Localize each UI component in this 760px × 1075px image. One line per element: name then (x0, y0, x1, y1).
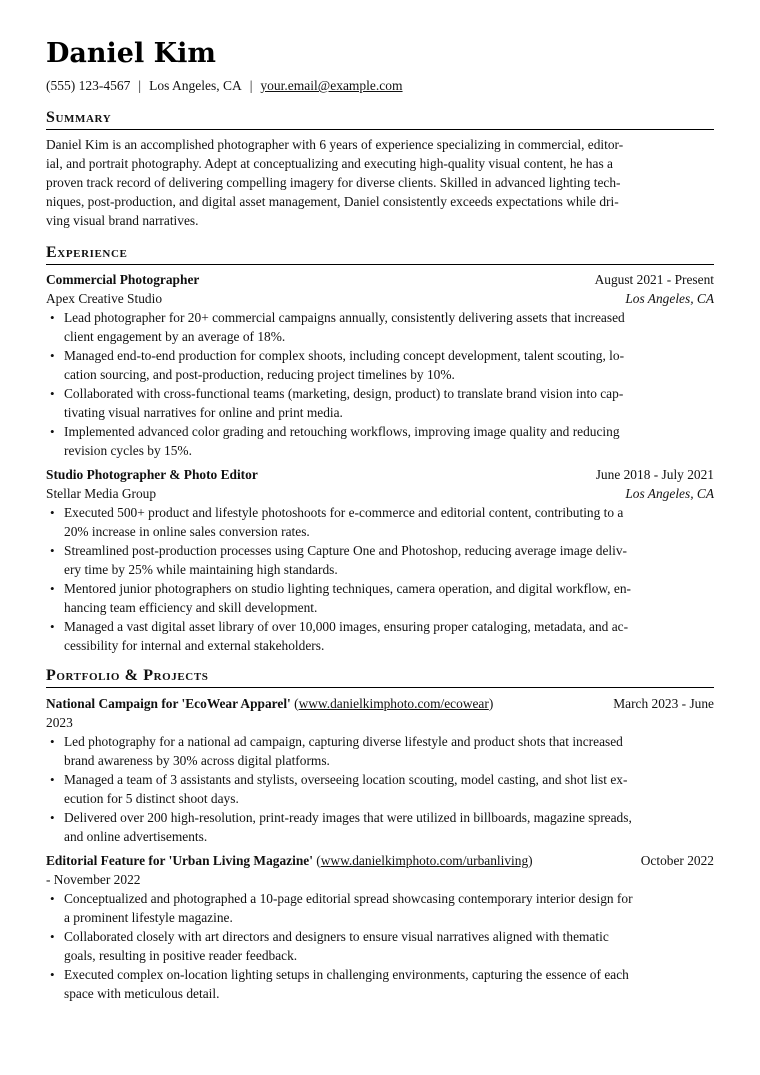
bullet-line: • Collaborated closely with art directors and designers to ensure visual narratives aligned with thematic (64, 929, 609, 944)
portfolio-section (46, 666, 714, 688)
summary-line: proven track record of delivering compelling imagery for diverse clients. Skilled in advanced lighting tech- (46, 175, 621, 190)
project-dates-continued-row (46, 870, 714, 889)
bullet-line: 20% increase in online sales conversion rates. (64, 524, 310, 539)
bullet-line: • Conceptualized and photographed a 10-page editorial spread showcasing contemporary interior design for (64, 891, 633, 906)
project-heading-line: National Campaign for 'EcoWear Apparel' (www.danielkimphoto.com/ecowear) (46, 696, 494, 711)
contact-line (46, 77, 403, 95)
bullet-line: • Collaborated with cross-functional teams (marketing, design, product) to translate brand vision into cap- (64, 386, 624, 401)
job-header-row (46, 270, 714, 289)
project-heading-line: Editorial Feature for 'Urban Living Magazine' (www.danielkimphoto.com/urbanliving) (46, 853, 533, 868)
bullet-line: tivating visual narratives for online and print media. (64, 405, 343, 420)
project-link[interactable]: www.danielkimphoto.com/urbanliving (320, 853, 529, 868)
bullet-line: hancing team efficiency and skill development. (64, 600, 318, 615)
job-entry (46, 465, 714, 655)
job-header-row (46, 465, 714, 484)
summary-heading: Summary (46, 108, 714, 130)
job-entry (46, 270, 714, 460)
summary-section (46, 108, 714, 230)
job-company-row (46, 484, 714, 503)
summary-line: Daniel Kim is an accomplished photographer with 6 years of experience specializing in commercial, editor- (46, 137, 624, 152)
job-bullets (46, 308, 714, 460)
summary-line: niques, post-production, and digital asset management, Daniel consistently exceeds expectations while dri- (46, 194, 619, 209)
company-name: Stellar Media Group (46, 486, 157, 501)
job-company-row (46, 289, 714, 308)
bullet-line: • Streamlined post-production processes using Capture One and Photoshop, reducing average image deliv- (64, 543, 628, 558)
contact-separator: | (138, 78, 142, 93)
job-dates: June 2018 - July 2021 (595, 467, 714, 482)
bullet-line: client engagement by an average of 18%. (64, 329, 286, 344)
project-dates-continued-row (46, 713, 714, 732)
job-location: Los Angeles, CA (625, 291, 714, 306)
bullet-line: • Led photography for a national ad campaign, capturing diverse lifestyle and product shots that increased (64, 734, 623, 749)
bullet-line: ery time by 25% while maintaining high standards. (64, 562, 338, 577)
bullet-item (46, 384, 714, 422)
bullet-line: • Managed end-to-end production for complex shoots, including concept development, talent scouting, lo- (64, 348, 625, 363)
bullet-line: • Delivered over 200 high-resolution, print-ready images that were utilized in billboards, magazine spreads, (64, 810, 632, 825)
project-title: Editorial Feature for 'Urban Living Magazine' (46, 853, 313, 868)
candidate-name: Daniel Kim (46, 38, 216, 69)
bullet-line: cation sourcing, and post-production, reducing project timelines by 10%. (64, 367, 455, 382)
summary-line: ving visual brand narratives. (46, 213, 199, 228)
project-bullets (46, 732, 714, 846)
project-link[interactable]: www.danielkimphoto.com/ecowear (298, 696, 489, 711)
company-name: Apex Creative Studio (46, 291, 163, 306)
location-text: Los Angeles, CA (149, 78, 242, 93)
bullet-line: • Executed complex on-location lighting setups in challenging environments, capturing the essence of each (64, 967, 629, 982)
bullet-item (46, 308, 714, 346)
bullet-item (46, 927, 714, 965)
job-title: Studio Photographer & Photo Editor (46, 467, 258, 482)
project-header-row (46, 851, 714, 870)
bullet-line: brand awareness by 30% across digital platforms. (64, 753, 330, 768)
bullet-line: and online advertisements. (64, 829, 208, 844)
bullet-item (46, 965, 714, 1003)
bullet-line: ecution for 5 distinct shoot days. (64, 791, 239, 806)
job-bullets (46, 503, 714, 655)
bullet-item (46, 346, 714, 384)
summary-text (46, 135, 714, 230)
project-entry (46, 694, 714, 846)
summary-line: ial, and portrait photography. Adept at conceptualizing and executing high-quality visual content, he has a (46, 156, 613, 171)
bullet-line: a prominent lifestyle magazine. (64, 910, 233, 925)
portfolio-heading: Portfolio & Projects (46, 666, 714, 688)
bullet-line: revision cycles by 15%. (64, 443, 192, 458)
bullet-line: space with meticulous detail. (64, 986, 220, 1001)
project-dates: March 2023 - June (613, 696, 714, 711)
project-header-row (46, 694, 714, 713)
bullet-line: • Managed a vast digital asset library of over 10,000 images, ensuring proper cataloging, metadata, and ac- (64, 619, 629, 634)
project-entry (46, 851, 714, 1003)
phone-number: (555) 123-4567 (46, 78, 131, 93)
experience-heading: Experience (46, 243, 714, 265)
project-bullets (46, 889, 714, 1003)
bullet-line: • Executed 500+ product and lifestyle photoshoots for e-commerce and editorial content, contributing to a (64, 505, 624, 520)
experience-section (46, 243, 714, 265)
bullet-item (46, 503, 714, 541)
job-location: Los Angeles, CA (625, 486, 714, 501)
contact-separator: | (249, 78, 253, 93)
job-dates: August 2021 - Present (594, 272, 714, 287)
bullet-line: • Implemented advanced color grading and retouching workflows, improving image quality and reducing (64, 424, 620, 439)
project-dates-continued: - November 2022 (46, 872, 141, 887)
bullet-item (46, 808, 714, 846)
bullet-line: • Managed a team of 3 assistants and stylists, overseeing location scouting, model casting, and shot list ex- (64, 772, 628, 787)
bullet-item (46, 732, 714, 770)
bullet-item (46, 422, 714, 460)
bullet-item (46, 617, 714, 655)
email-link[interactable]: your.email@example.com (260, 78, 403, 93)
bullet-item (46, 579, 714, 617)
project-dates-continued: 2023 (46, 715, 73, 730)
bullet-item (46, 541, 714, 579)
bullet-item (46, 770, 714, 808)
bullet-line: cessibility for internal and external stakeholders. (64, 638, 325, 653)
project-dates: October 2022 (640, 853, 714, 868)
bullet-line: • Mentored junior photographers on studio lighting techniques, camera operation, and digital workflow, en- (64, 581, 631, 596)
project-title: National Campaign for 'EcoWear Apparel' (46, 696, 291, 711)
bullet-line: • Lead photographer for 20+ commercial campaigns annually, consistently delivering assets that increased (64, 310, 625, 325)
bullet-item (46, 889, 714, 927)
job-title: Commercial Photographer (46, 272, 200, 287)
bullet-line: goals, resulting in positive reader feedback. (64, 948, 298, 963)
